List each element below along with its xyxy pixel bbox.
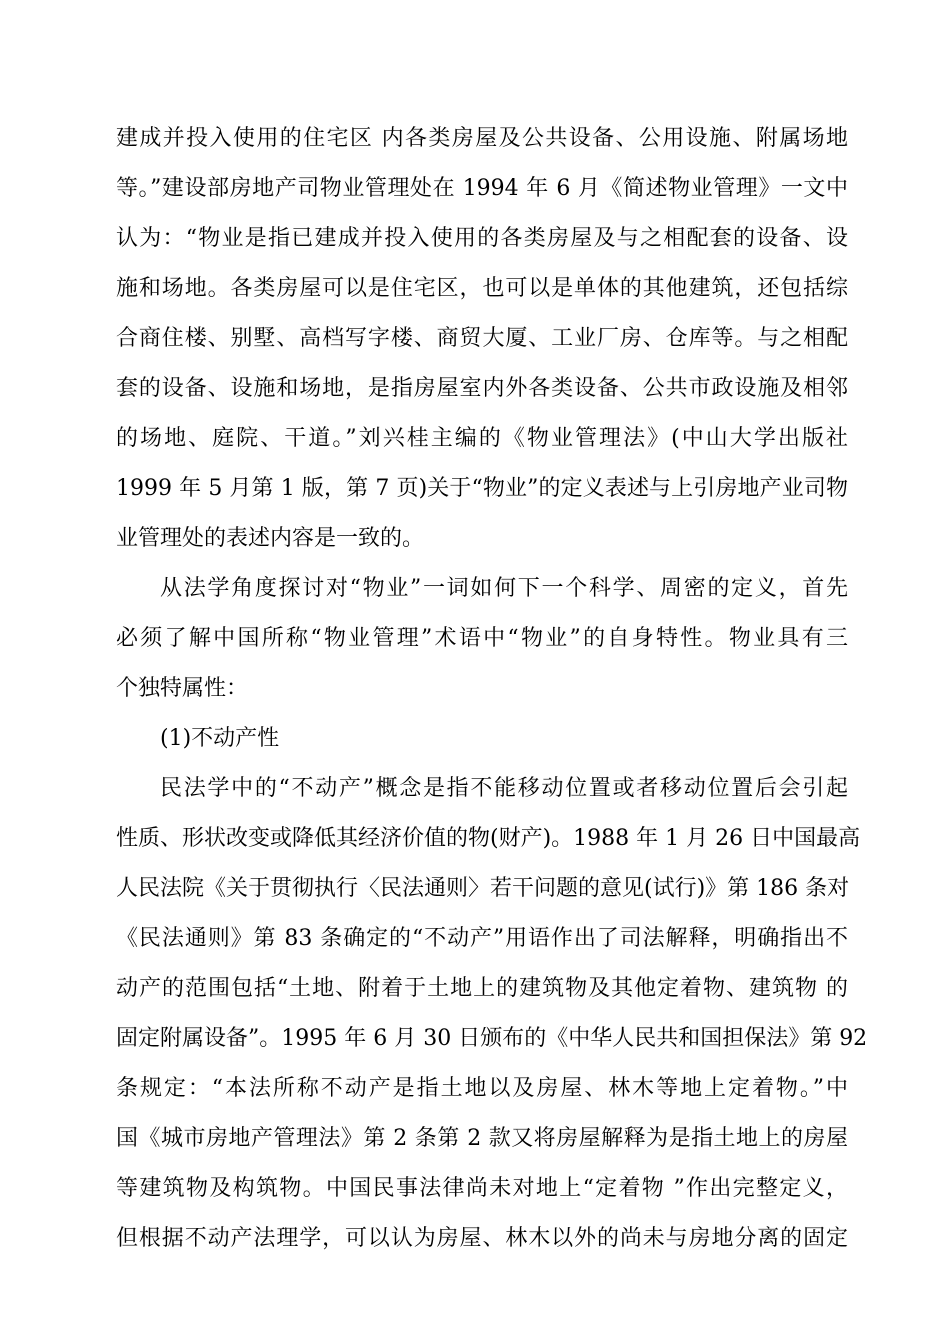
text-line: 性质、形状改变或降低其经济价值的物(财产)。1988 年 1 月 26 日中国最高 [116,826,861,851]
text-line: 认为：“物业是指已建成并投入使用的各类房屋及与之相配套的设备、设 [116,226,848,251]
text-line: 必须了解中国所称“物业管理”术语中“物业”的自身特性。物业具有三 [116,626,848,651]
text-line: 条规定：“本法所称不动产是指土地以及房屋、林木等地上定着物。”中 [116,1076,848,1101]
text-line: 建成并投入使用的住宅区 内各类房屋及公共设备、公用设施、附属场地 [116,126,848,151]
text-line: 的场地、庭院、干道。”刘兴桂主编的《物业管理法》(中山大学出版社 [116,426,848,451]
text-line: 合商住楼、别墅、高档写字楼、商贸大厦、工业厂房、仓库等。与之相配 [116,326,848,351]
text-line: 《民法通则》第 83 条确定的“不动产”用语作出了司法解释，明确指出不 [116,926,848,951]
text-line: 个独特属性： [116,676,249,701]
text-line: 1999 年 5 月第 1 版，第 7 页)关于“物业”的定义表述与上引房地产业司物 [116,476,848,501]
text-line: 人民法院《关于贯彻执行〈民法通则〉若干问题的意见(试行)》第 186 条对 [116,876,850,901]
text-line: 国《城市房地产管理法》第 2 条第 2 款又将房屋解释为是指土地上的房屋 [116,1126,848,1151]
text-line: 民法学中的“不动产”概念是指不能移动位置或者移动位置后会引起 [160,776,848,801]
text-line: 等建筑物及构筑物。中国民事法律尚未对地上“定着物 ”作出完整定义， [116,1176,848,1201]
text-line: 施和场地。各类房屋可以是住宅区，也可以是单体的其他建筑，还包括综 [116,276,848,301]
text-line: 等。”建设部房地产司物业管理处在 1994 年 6 月《简述物业管理》一文中 [116,176,848,201]
text-line: 从法学角度探讨对“物业”一词如何下一个科学、周密的定义，首先 [160,576,848,601]
text-line: 但根据不动产法理学，可以认为房屋、林木以外的尚未与房地分离的固定 [116,1226,848,1251]
section-heading: (1)不动产性 [160,726,280,751]
text-line: 业管理处的表述内容是一致的。 [116,526,425,551]
text-line: 固定附属设备”。1995 年 6 月 30 日颁布的《中华人民共和国担保法》第 92 [116,1026,868,1051]
text-line: 动产的范围包括“土地、附着于土地上的建筑物及其他定着物、建筑物 的 [116,976,848,1001]
text-line: 套的设备、设施和场地，是指房屋室内外各类设备、公共市政设施及相邻 [116,376,848,401]
